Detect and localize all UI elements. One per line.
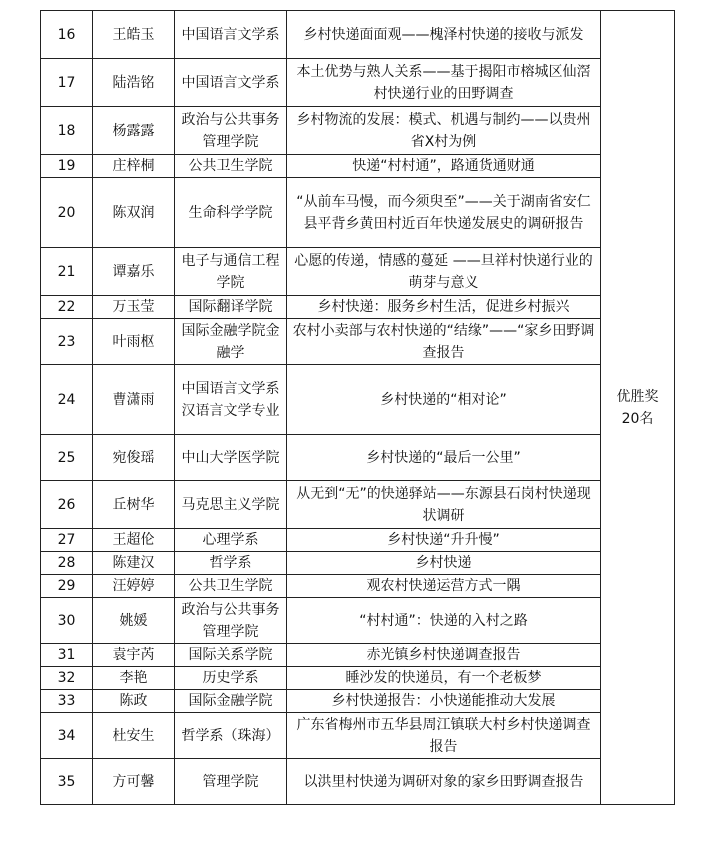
student-name: 王皓玉: [93, 11, 175, 59]
student-name: 陈政: [93, 690, 175, 713]
report-title: 广东省梅州市五华县周江镇联大村乡村快递调查报告: [287, 713, 601, 759]
table-row: [41, 552, 675, 575]
department: 中国语言文学系: [175, 11, 287, 59]
table-row: [41, 296, 675, 319]
department: 国际关系学院: [175, 644, 287, 667]
student-name: 陈双润: [93, 178, 175, 248]
student-name: 杨露露: [93, 107, 175, 155]
student-name: 宛俊瑶: [93, 435, 175, 481]
student-name: 陆浩铭: [93, 59, 175, 107]
row-number: 20: [41, 178, 93, 248]
table-row: [41, 644, 675, 667]
student-name: 李艳: [93, 667, 175, 690]
row-number: 19: [41, 155, 93, 178]
row-number: 26: [41, 481, 93, 529]
student-name: 陈建汉: [93, 552, 175, 575]
row-number: 22: [41, 296, 93, 319]
report-title: 乡村快递的“最后一公里”: [287, 435, 601, 481]
report-title: 乡村快递“升升慢”: [287, 529, 601, 552]
department: 管理学院: [175, 759, 287, 805]
report-title: 本土优势与熟人关系——基于揭阳市榕城区仙滘村快递行业的田野调查: [287, 59, 601, 107]
row-number: 27: [41, 529, 93, 552]
student-name: 丘树华: [93, 481, 175, 529]
row-number: 17: [41, 59, 93, 107]
table-row: [41, 248, 675, 296]
report-title: 乡村快递：服务乡村生活，促进乡村振兴: [287, 296, 601, 319]
report-title: 赤光镇乡村快递调查报告: [287, 644, 601, 667]
student-name: 庄梓桐: [93, 155, 175, 178]
table-row: [41, 598, 675, 644]
student-name: 万玉莹: [93, 296, 175, 319]
table-row: [41, 481, 675, 529]
department: 历史学系: [175, 667, 287, 690]
award-category: [601, 11, 675, 805]
table-row: [41, 435, 675, 481]
table-row: [41, 319, 675, 365]
department: 哲学系（珠海）: [175, 713, 287, 759]
student-name: 叶雨枢: [93, 319, 175, 365]
department: 公共卫生学院: [175, 155, 287, 178]
report-title: 从无到“无”的快递驿站——东源县石岗村快递现状调研: [287, 481, 601, 529]
report-title: 以洪里村快递为调研对象的家乡田野调查报告: [287, 759, 601, 805]
row-number: 24: [41, 365, 93, 435]
student-name: 谭嘉乐: [93, 248, 175, 296]
table-row: [41, 575, 675, 598]
row-number: 16: [41, 11, 93, 59]
department: 马克思主义学院: [175, 481, 287, 529]
department: 哲学系: [175, 552, 287, 575]
row-number: 18: [41, 107, 93, 155]
table-row: [41, 155, 675, 178]
table-row: [41, 59, 675, 107]
report-title: 快递“村村通”，路通货通财通: [287, 155, 601, 178]
department: 生命科学学院: [175, 178, 287, 248]
table-row: [41, 759, 675, 805]
report-title: 乡村快递的“相对论”: [287, 365, 601, 435]
row-number: 28: [41, 552, 93, 575]
report-title: 睡沙发的快递员，有一个老板梦: [287, 667, 601, 690]
student-name: 曹潇雨: [93, 365, 175, 435]
department: 中国语言文学系汉语言文学专业: [175, 365, 287, 435]
student-name: 杜安生: [93, 713, 175, 759]
award-count: 20名: [621, 410, 654, 427]
report-title: 乡村快递面面观——槐泽村快递的接收与派发: [287, 11, 601, 59]
report-title: “从前车马慢，而今须臾至”——关于湖南省安仁县平背乡黄田村近百年快递发展史的调研报告: [287, 178, 601, 248]
department: 国际金融学院: [175, 690, 287, 713]
table-row: [41, 529, 675, 552]
row-number: 33: [41, 690, 93, 713]
department: 政治与公共事务管理学院: [175, 107, 287, 155]
report-title: 乡村物流的发展：模式、机遇与制约——以贵州省X村为例: [287, 107, 601, 155]
department: 国际金融学院金融学: [175, 319, 287, 365]
row-number: 31: [41, 644, 93, 667]
department: 心理学系: [175, 529, 287, 552]
row-number: 34: [41, 713, 93, 759]
report-title: 乡村快递: [287, 552, 601, 575]
row-number: 21: [41, 248, 93, 296]
award-label: 优胜奖: [616, 388, 659, 405]
report-title: 乡村快递报告：小快递能推动大发展: [287, 690, 601, 713]
report-title: “村村通”：快递的入村之路: [287, 598, 601, 644]
department: 政治与公共事务管理学院: [175, 598, 287, 644]
department: 公共卫生学院: [175, 575, 287, 598]
row-number: 32: [41, 667, 93, 690]
student-name: 汪婷婷: [93, 575, 175, 598]
row-number: 25: [41, 435, 93, 481]
department: 国际翻译学院: [175, 296, 287, 319]
report-title: 心愿的传递，情感的蔓延 ——旦祥村快递行业的萌芽与意义: [287, 248, 601, 296]
table-row: [41, 11, 675, 59]
table-row: [41, 690, 675, 713]
table-row: [41, 178, 675, 248]
table-row: [41, 667, 675, 690]
awards-table-body: [41, 11, 675, 805]
table-row: [41, 365, 675, 435]
student-name: 姚媛: [93, 598, 175, 644]
department: 中山大学医学院: [175, 435, 287, 481]
student-name: 王超伦: [93, 529, 175, 552]
awards-table: [40, 10, 675, 805]
row-number: 35: [41, 759, 93, 805]
department: 电子与通信工程学院: [175, 248, 287, 296]
student-name: 方可馨: [93, 759, 175, 805]
row-number: 29: [41, 575, 93, 598]
student-name: 袁宇芮: [93, 644, 175, 667]
table-row: [41, 107, 675, 155]
report-title: 观农村快递运营方式一隅: [287, 575, 601, 598]
row-number: 30: [41, 598, 93, 644]
report-title: 农村小卖部与农村快递的“结缘”——“家乡田野调查报告: [287, 319, 601, 365]
table-row: [41, 713, 675, 759]
department: 中国语言文学系: [175, 59, 287, 107]
row-number: 23: [41, 319, 93, 365]
